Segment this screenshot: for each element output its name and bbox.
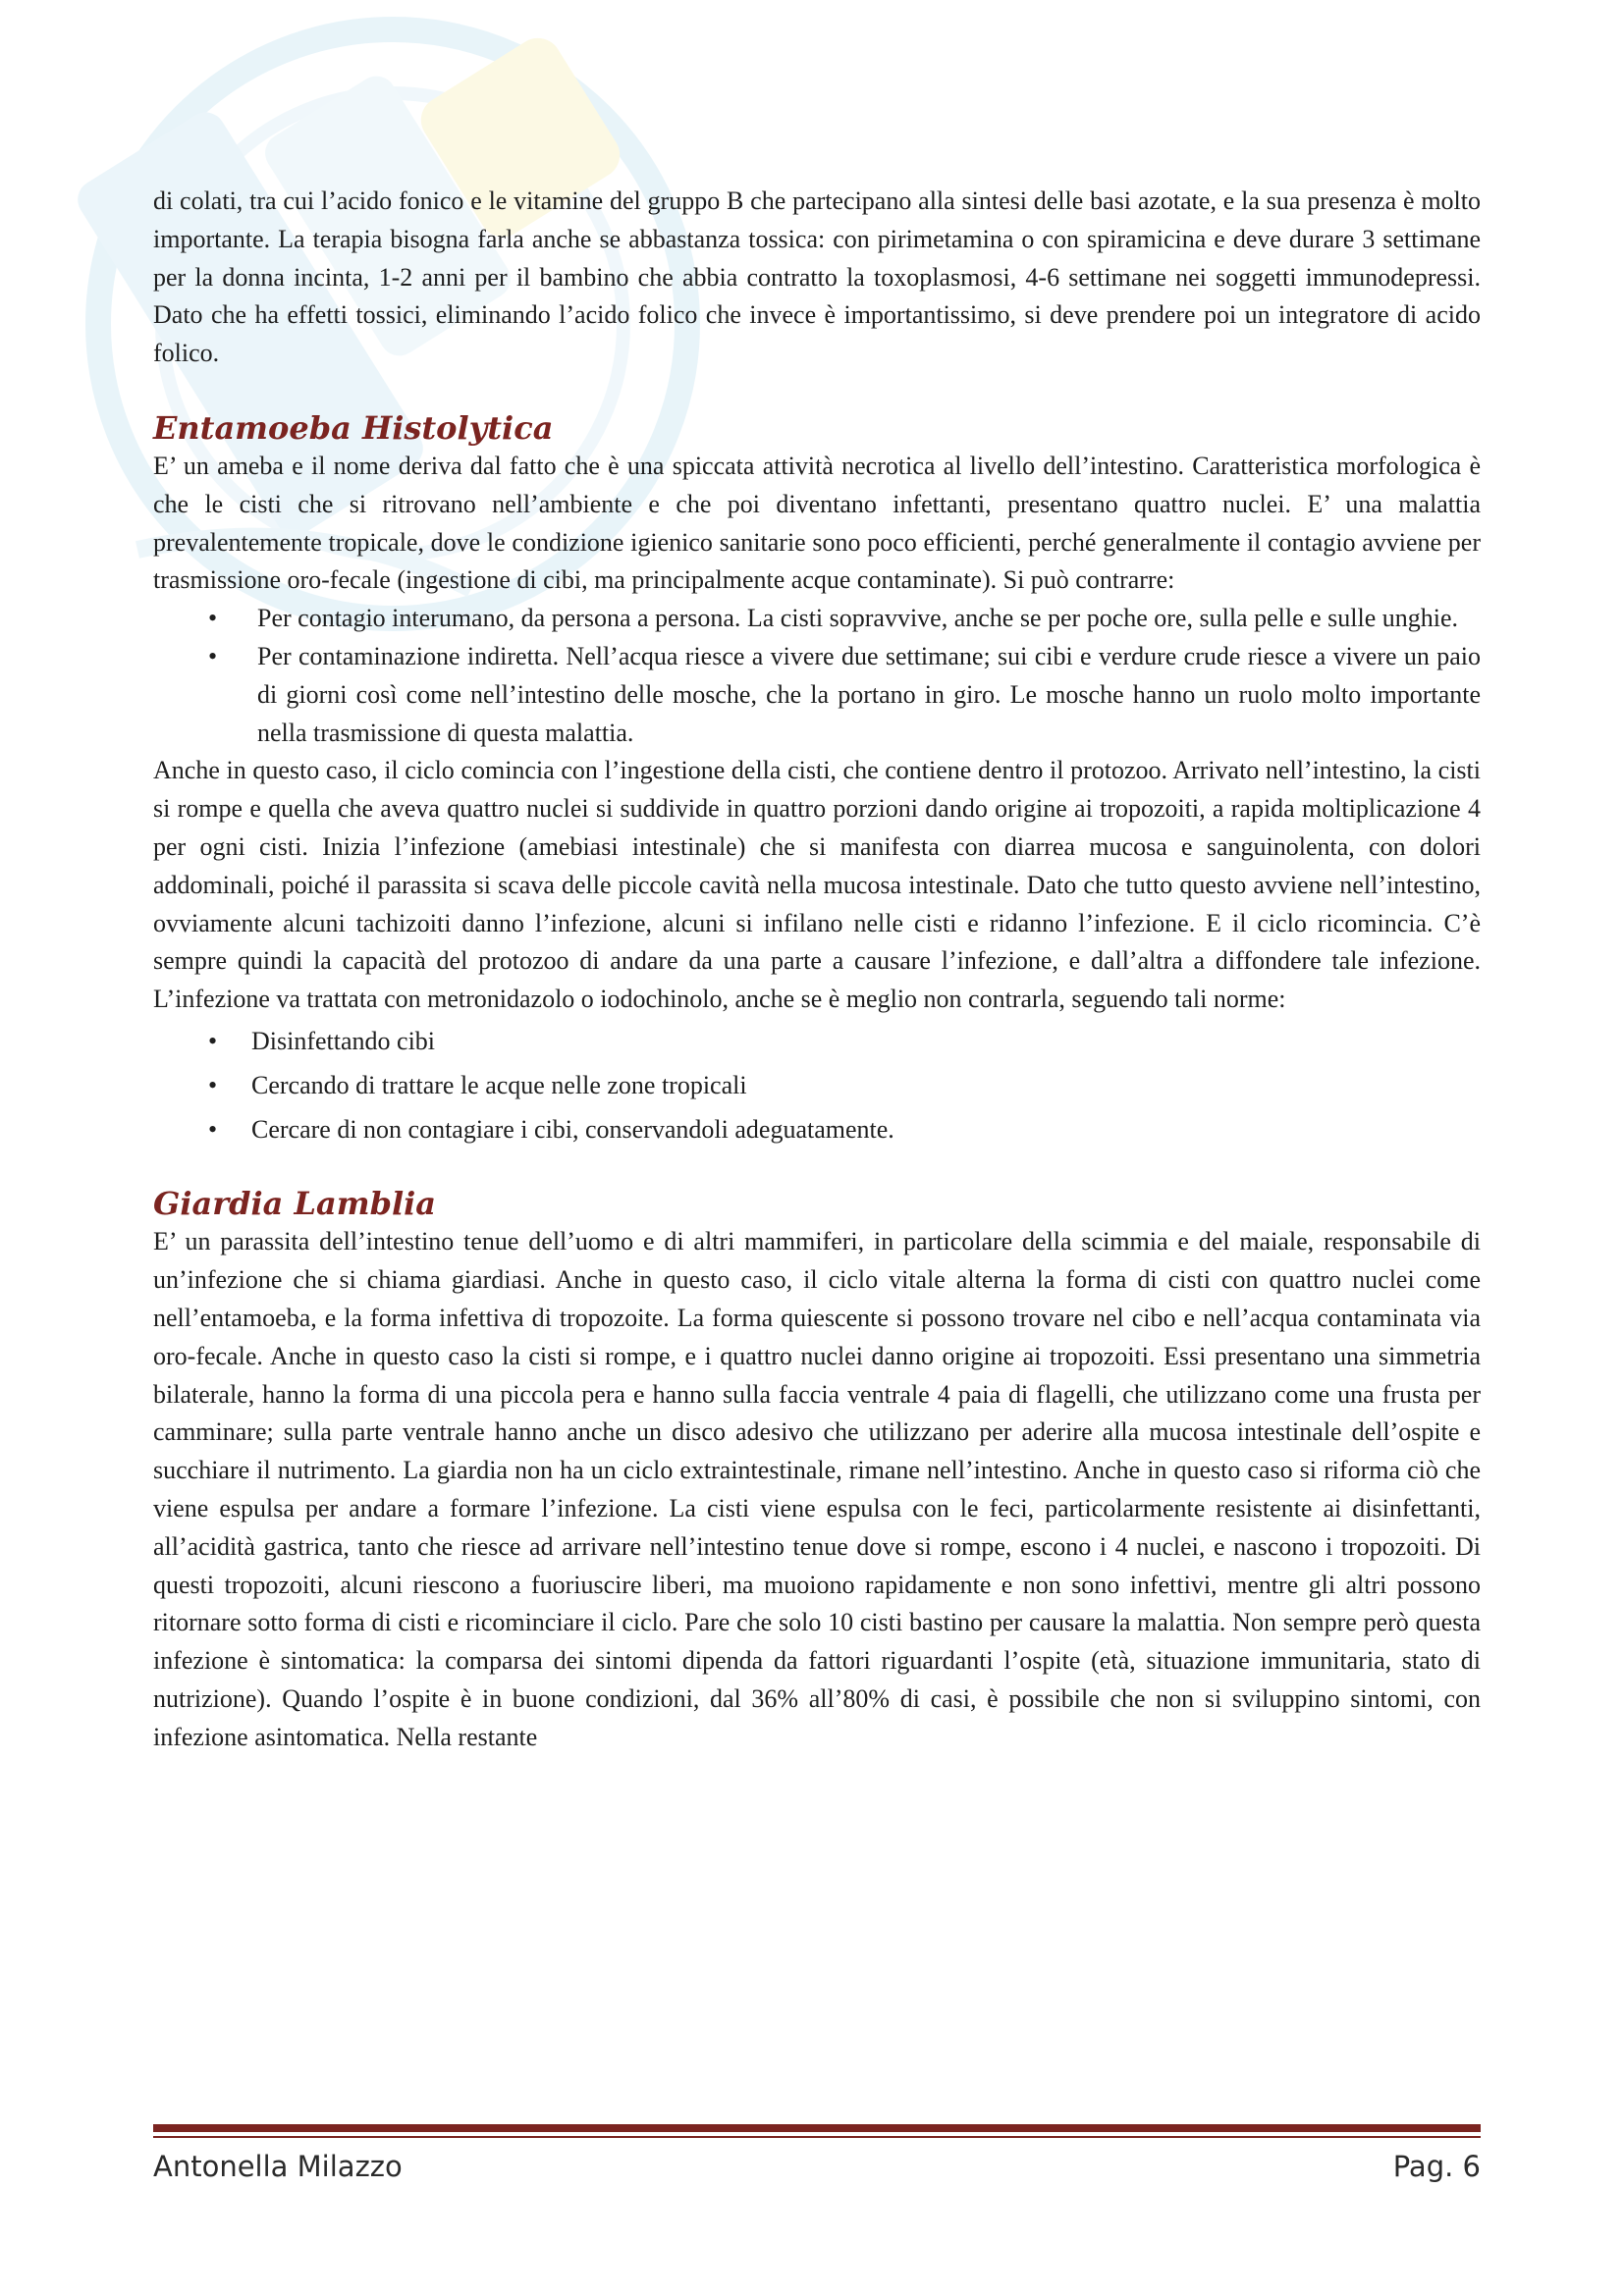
intro-paragraph: di colati, tra cui l’acido fonico e le vitamine del gruppo B che partecipano alla sintesi delle basi azotate, e la sua presenza è molto importante. La terapia bisogna farla anche se abbastanza tossica: con pirimetamina o con spiramicina e deve durare 3 settimane per la donna incinta, 1-2 anni per il bambino che abbia contratto la toxoplasmosi, 4-6 settimane nei soggetti immunodepressi. Dato che ha effetti tossici, eliminando l’acido folico che invece è importantissimo, si deve prendere poi un integratore di acido folico. [153,187,1481,368]
section-heading-entamoeba: Entamoeba Histolytica [153,408,554,447]
giardia-paragraph: E’ un parassita dell’intestino tenue dell’uomo e di altri mammiferi, in particolare della scimmia e del maiale, responsabile di un’infezione che si chiama giardiasi. Anche in questo caso, il ciclo vitale alterna la forma di cisti con quattro nuclei come nell’entamoeba, e la forma infettiva di tropozoite. La forma quiescente si possono trovare nel cibo e nell’acqua contaminata via oro-fecale. Anche in questo caso la cisti si rompe, e i quattro nuclei danno origine ai tropozoiti. Essi presentano una simmetria bilaterale, hanno la forma di una piccola pera e hanno sulla faccia ventrale 4 paia di flagelli, che utilizzano come una frusta per camminare; sulla parte ventrale hanno anche un disco adesivo che utilizzano per aderire alla mucosa intestinale dell’ospite e succhiare il nutrimento. La giardia non ha un ciclo extraintestinale, rimane nell’intestino. Anche in questo caso si riforma ciò che viene espulsa per andare a formare l’infezione. La cisti viene espulsa con le feci, particolarmente resistente ai disinfettanti, all’acidità gastrica, tanto che riesce ad arrivare nell’intestino tenue dove si rompe, escono i 4 nuclei, e nascono i tropozoiti. Di questi tropozoiti, alcuni riescono a fuoriuscire liberi, ma muoiono rapidamente e non sono infettivi, mentre gli altri possono ritornare sotto forma di cisti e ricominciare il ciclo. Pare che solo 10 cisti bastino per causare la malattia. Non sempre però questa infezione è sintomatica: la comparsa dei sintomi dipenda da fattori riguardanti l’ospite (età, situazione immunitaria, stato di nutrizione). Quando l’ospite è in buone condizioni, dal 36% all’80% di casi, è possibile che non si sviluppino sintomi, con infezione asintomatica. Nella restante [153,1227,1481,1751]
list-item: • Per contaminazione indiretta. Nell’acqua riesce a vivere due settimane; sui cibi e verdure crude riesce a vivere un paio di giorni così come nell’intestino delle mosche, che la portano in giro. Le mosche hanno un ruolo molto importante nella trasmissione di questa malattia. [153,638,1481,752]
entamoeba-prevention-list [153,1023,1481,1148]
list-item: • Cercare di non contagiare i cibi, conservandoli adeguatamente. [153,1111,1481,1149]
entamoeba-transmission-list [153,600,1481,752]
list-item: • Per contagio interumano, da persona a persona. La cisti sopravvive, anche se per poche ore, sulla pelle e sulle unghie. [153,600,1481,638]
entamoeba-paragraph-2: Anche in questo caso, il ciclo comincia con l’ingestione della cisti, che contiene dentro il protozoo. Arrivato nell’intestino, la cisti si rompe e quella che aveva quattro nuclei si suddivide in quattro porzioni dando origine ai tropozoiti, a rapida moltiplicazione 4 per ogni cisti. Inizia l’infezione (amebiasi intestinale) che si manifesta con diarrea mucosa e sanguinolenta, con dolori addominali, poiché il parassita si scava delle piccole cavità nella mucosa intestinale. Dato che tutto questo avviene nell’intestino, ovviamente alcuni tachizoiti danno l’infezione, alcuni si infilano nelle cisti e ridanno l’infezione. E il ciclo ricomincia. C’è sempre quindi la capacità del protozoo di andare da una parte a causare l’infezione, e dall’altra a diffondere tale infezione. L’infezione va trattata con metronidazolo o iodochinolo, anche se è meglio non contrarla, seguendo tali norme: [153,756,1481,1014]
document-body [153,183,1481,1756]
footer-divider [153,2124,1481,2138]
list-item: • Disinfettando cibi [153,1023,1481,1061]
entamoeba-paragraph-1: E’ un ameba e il nome deriva dal fatto che è una spiccata attività necrotica al livello dell’intestino. Caratteristica morfologica è che le cisti che si ritrovano nell’ambiente e che poi diventano infettanti, presentano quattro nuclei. E’ una malattia prevalentemente tropicale, dove le condizione igienico sanitarie sono poco efficienti, perché generalmente il contagio avviene per trasmissione oro-fecale (ingestione di cibi, ma principalmente acque contaminate). Si può contrarre: [153,451,1481,595]
list-item: • Cercando di trattare le acque nelle zone tropicali [153,1067,1481,1105]
page-number: Pag. 6 [1392,2150,1481,2183]
section-heading-giardia: Giardia Lamblia [153,1185,436,1223]
footer-author: Antonella Milazzo [153,2150,403,2183]
